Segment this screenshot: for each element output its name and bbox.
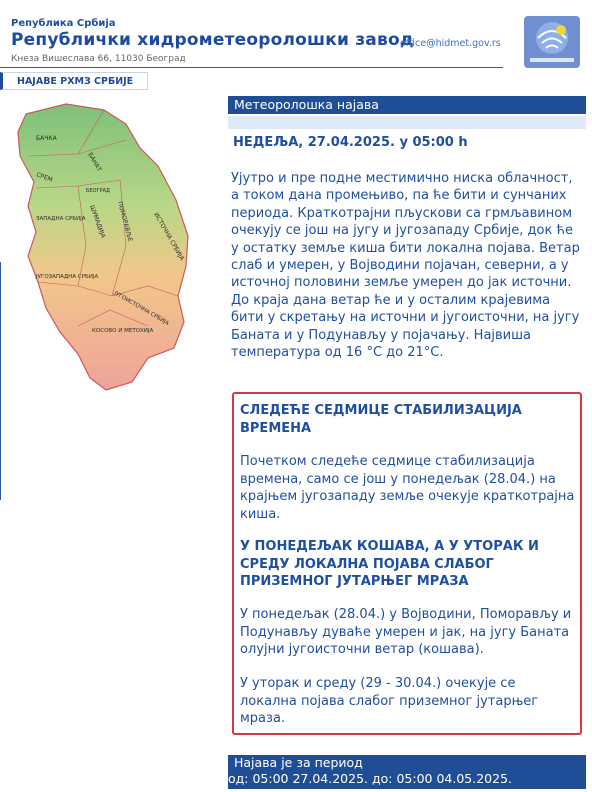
forecast-period-bar bbox=[228, 755, 586, 789]
map-label-southeast-serbia: ЈУГОИСТОЧНА СРБИЈА bbox=[113, 290, 170, 327]
map-label-kosovo-metohija: КОСОВО И МЕТОХИЈА bbox=[92, 328, 154, 334]
map-label-pomoravlje: ПОМОРАВЉЕ bbox=[116, 200, 134, 243]
header-divider bbox=[0, 67, 503, 68]
serbia-regions-map[interactable] bbox=[8, 96, 220, 392]
outlook-paragraph-frost: У уторак и среду (29 - 30.04.) очекује се локална појава слабог приземног јутарњег мраза. bbox=[240, 676, 539, 726]
outlook-heading-kosava: У ПОНЕДЕЉАК КОШАВА, А У УТОРАК И СРЕДУ ЛОКАЛНА ПОЈАВА СЛАБОГ ПРИЗЕМНОГ ЈУТАРЊЕГ МРАЗА bbox=[240, 539, 539, 589]
address-text: Кнеза Вишеслава 66, 11030 Београд bbox=[11, 54, 186, 64]
email-link[interactable]: office@hidmet.gov.rs bbox=[400, 38, 501, 49]
sidebar-tab-rhmz-forecasts[interactable]: НАЈАВЕ РХМЗ СРБИЈЕ bbox=[0, 72, 148, 90]
period-label: Најава је за период bbox=[234, 755, 363, 770]
map-label-sumadija: ШУМАДИЈА bbox=[88, 204, 107, 240]
outlook-paragraph-stabilization: Почетком следеће седмице стабилизација времена, само се још у понедељак (28.04.) на крајњем југозападу земље очекује краткотрајна киша. bbox=[240, 454, 575, 522]
institution-title[interactable]: Републички хидрометеоролошки завод bbox=[11, 30, 414, 50]
map-label-west-serbia: ЗАПАДНА СРБИЈА bbox=[36, 216, 86, 222]
map-label-banat: БАНАТ bbox=[86, 151, 103, 173]
map-label-southwest-serbia: ЈУГОЗАПАДНА СРБИЈА bbox=[36, 274, 99, 280]
period-range: од: 05:00 27.04.2025. до: 05:00 04.05.2025. bbox=[228, 771, 513, 786]
map-label-srem: СРЕМ bbox=[35, 171, 54, 184]
map-label-east-serbia: ИСТОЧНА СРБИЈА bbox=[152, 211, 186, 262]
outlook-heading-stabilization: СЛЕДЕЋЕ СЕДМИЦЕ СТАБИЛИЗАЦИЈА ВРЕМЕНА bbox=[240, 403, 522, 436]
map-label-belgrade: БЕОГРАД bbox=[86, 188, 110, 194]
rhmz-logo[interactable] bbox=[524, 16, 580, 68]
forecast-subheader-band bbox=[228, 116, 586, 129]
forecast-text: Ујутро и пре подне местимично ниска облачност, а током дана промењиво, па ће бити и сунчаних периода. Краткотрајни пљускови са грмљавином очекују се још на југу и југозападу Србије, док ће у остатку земље киша бити локална појава. Ветар слаб и умерен, у Војводини појачан, северни, а у источној половини земље умерен до јак источни. До краја дана ветар ће и у осталим крајевима бити у скретању на источни и југоисточни, на југу Баната и у Подунављу у појачању. Највиша температура од 16 °C до 21°C. bbox=[231, 171, 580, 361]
country-label: Република Србија bbox=[11, 18, 116, 29]
forecast-date-heading: НЕДЕЉА, 27.04.2025. у 05:00 h bbox=[233, 135, 468, 150]
forecast-section-title: Метеоролошка најава bbox=[228, 96, 586, 114]
outlook-paragraph-kosava: У понедељак (28.04.) у Војводини, Поморављу и Подунављу дуваће умерен и јак, на југу Баната олујни југоисточни ветар (кошава). bbox=[240, 607, 572, 657]
map-label-backa: БАЧКА bbox=[36, 135, 57, 142]
left-rule bbox=[0, 262, 1, 500]
